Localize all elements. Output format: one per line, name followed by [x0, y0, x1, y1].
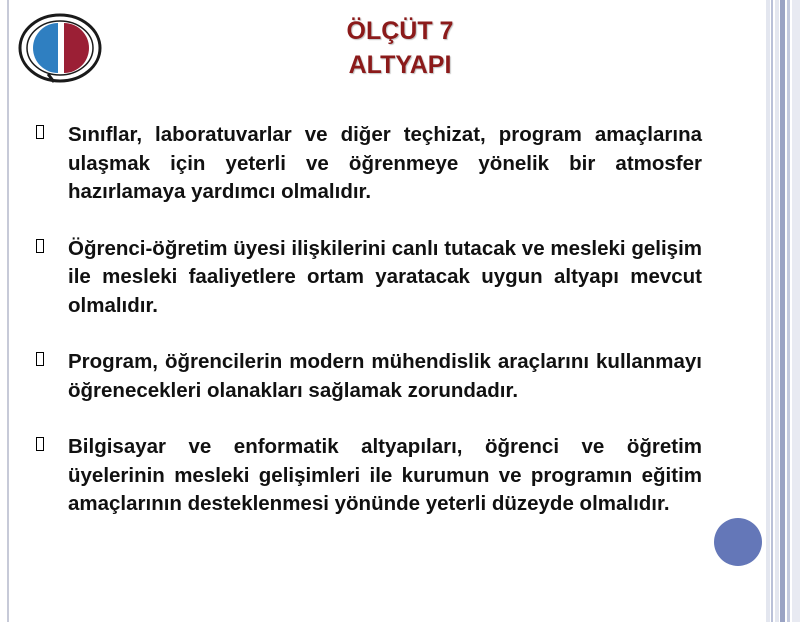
bullet-item	[36, 235, 702, 321]
decorative-circle	[714, 518, 762, 566]
bullet-list	[36, 121, 702, 547]
bullet-text: Bilgisayar ve enformatik altyapıları, öğrenci ve öğretim üyelerinin mesleki gelişimleri ile kurumun ve programın eğitim amaçlarının desteklenmesi yönünde yeterli düzeyde olmalıdır.	[68, 435, 702, 515]
left-border-line	[7, 0, 9, 622]
right-decorative-stripes	[766, 0, 800, 622]
bullet-item	[36, 348, 702, 405]
bullet-text: Program, öğrencilerin modern mühendislik araçlarını kullanmayı öğrenecekleri olanakları sağlamak zorundadır.	[68, 350, 702, 402]
university-logo	[18, 12, 104, 84]
bullet-text: Sınıflar, laboratuvarlar ve diğer teçhizat, program amaçlarına ulaşmak için yeterli ve öğrenmeye yönelik bir atmosfer hazırlamaya yardımcı olmalıdır.	[68, 123, 702, 203]
slide-title-line1: ÖLÇÜT 7	[346, 17, 454, 45]
bullet-marker-icon	[36, 437, 44, 451]
slide-title-line2: ALTYAPI	[348, 51, 452, 79]
bullet-text: Öğrenci-öğretim üyesi ilişkilerini canlı tutacak ve mesleki gelişim ile mesleki faaliyetlere ortam yaratacak uygun altyapı mevcut olmalıdır.	[68, 236, 702, 317]
bullet-item	[36, 121, 702, 207]
bullet-item	[36, 433, 702, 519]
bullet-marker-icon	[36, 239, 44, 253]
bullet-marker-icon	[36, 352, 44, 366]
bullet-marker-icon	[36, 125, 44, 139]
